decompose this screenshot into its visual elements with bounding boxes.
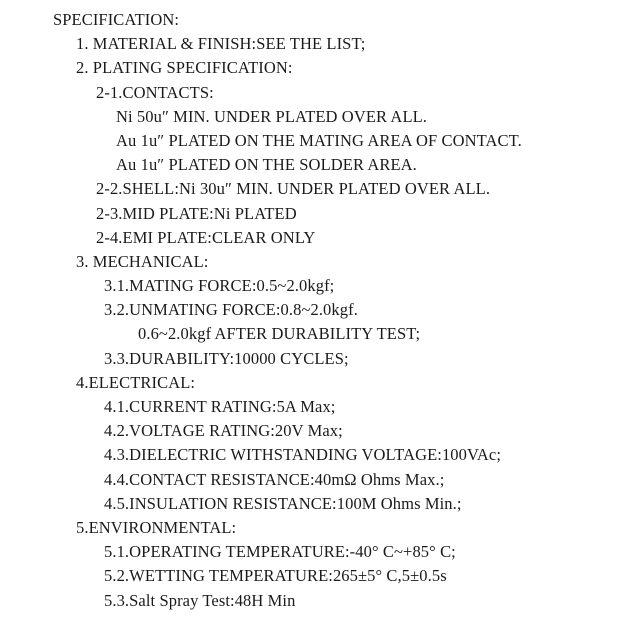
spec-sub-unmating-force: 3.2.UNMATING FORCE:0.8~2.0kgf. bbox=[104, 300, 358, 320]
spec-item-mechanical: 3. MECHANICAL: bbox=[76, 251, 209, 271]
spec-contacts-ni: Ni 50u″ MIN. UNDER PLATED OVER ALL. bbox=[116, 106, 428, 126]
spec-sub-contacts: 2-1.CONTACTS: bbox=[96, 82, 214, 102]
spec-sub-voltage-rating: 4.2.VOLTAGE RATING:20V Max; bbox=[104, 421, 343, 441]
spec-contacts-au-mating: Au 1u″ PLATED ON THE MATING AREA OF CONTACT. bbox=[116, 130, 522, 150]
spec-sub-dielectric-voltage: 4.3.DIELECTRIC WITHSTANDING VOLTAGE:100VAc; bbox=[104, 445, 502, 465]
spec-sub-wetting-temperature: 5.2.WETTING TEMPERATURE:265±5° C,5±0.5s bbox=[104, 566, 447, 586]
spec-sub-mating-force: 3.1.MATING FORCE:0.5~2.0kgf; bbox=[104, 276, 335, 296]
spec-unmating-after-durability: 0.6~2.0kgf AFTER DURABILITY TEST; bbox=[138, 324, 421, 344]
spec-contacts-au-solder: Au 1u″ PLATED ON THE SOLDER AREA. bbox=[116, 155, 417, 175]
spec-sub-mid-plate: 2-3.MID PLATE:Ni PLATED bbox=[96, 203, 297, 223]
spec-sub-operating-temperature: 5.1.OPERATING TEMPERATURE:-40° C~+85° C; bbox=[104, 542, 456, 562]
spec-sub-contact-resistance: 4.4.CONTACT RESISTANCE:40mΩ Ohms Max.; bbox=[104, 469, 445, 489]
spec-item-material-finish: 1. MATERIAL & FINISH:SEE THE LIST; bbox=[76, 34, 366, 54]
spec-item-plating: 2. PLATING SPECIFICATION: bbox=[76, 58, 293, 78]
spec-item-environmental: 5.ENVIRONMENTAL: bbox=[76, 517, 237, 537]
spec-sub-current-rating: 4.1.CURRENT RATING:5A Max; bbox=[104, 397, 336, 416]
specification-document bbox=[0, 8, 620, 613]
spec-item-electrical: 4.ELECTRICAL: bbox=[76, 372, 196, 392]
spec-title: SPECIFICATION: bbox=[53, 10, 180, 29]
spec-sub-shell: 2-2.SHELL:Ni 30u″ MIN. UNDER PLATED OVER ALL. bbox=[96, 179, 491, 199]
spec-sub-durability: 3.3.DURABILITY:10000 CYCLES; bbox=[104, 348, 349, 368]
spec-sub-emi-plate: 2-4.EMI PLATE:CLEAR ONLY bbox=[96, 227, 316, 247]
spec-sub-salt-spray: 5.3.Salt Spray Test:48H Min bbox=[104, 590, 296, 610]
spec-sub-insulation-resistance: 4.5.INSULATION RESISTANCE:100M Ohms Min.; bbox=[104, 493, 462, 513]
